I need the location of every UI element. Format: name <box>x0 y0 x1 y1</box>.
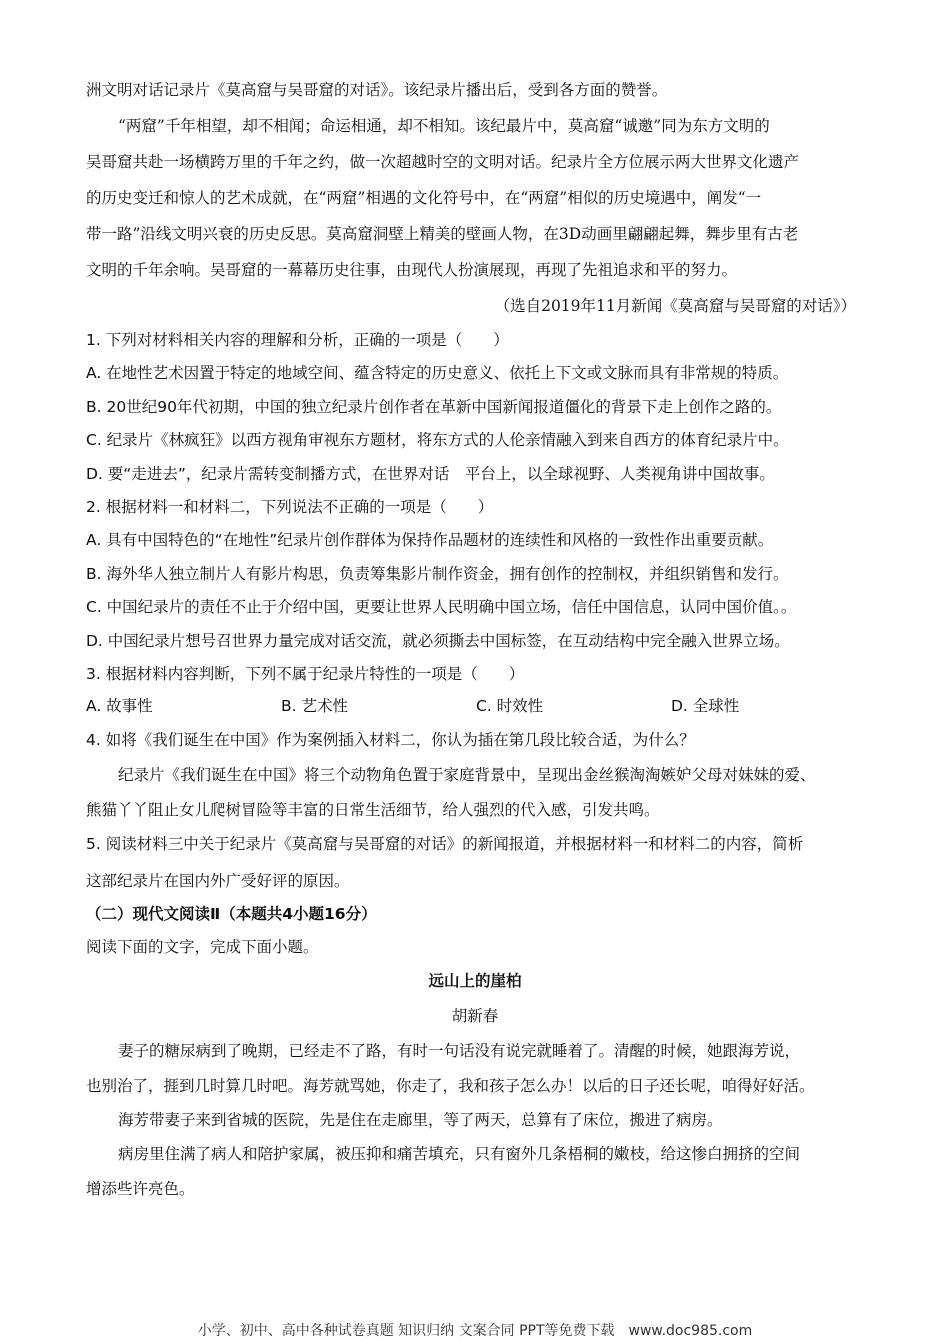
material3-paragraph-line: 带一路”沿线文明兴衰的历史反思。莫高窟洞壁上精美的壁画人物，在3D动画里翩翩起舞，舞步里有古老 <box>86 225 799 243</box>
question-5-stem: 这部纪录片在国内外广受好评的原因。 <box>86 872 350 890</box>
material3-intro-line: 洲文明对话记录片《莫高窟与吴哥窟的对话》。该纪录片播出后，受到各方面的赞誉。 <box>86 81 668 99</box>
section-heading: （二）现代文阅读Ⅱ（本题共4小题16分） <box>86 905 377 923</box>
article-paragraph-line: 病房里住满了病人和陪护家属，被压抑和痛苦填充，只有窗外几条梧桐的嫩枝，给这惨白拥挤的空间 <box>118 1145 801 1163</box>
material3-source: （选自2019年11月新闻《莫高窟与吴哥窟的对话》） <box>494 297 856 315</box>
question-1-option-d: D. 要“走进去”，纪录片需转变制播方式，在世界对话 平台上，以全球视野、人类视角讲中国故事。 <box>86 465 775 483</box>
article-paragraph-line: 海芳带妻子来到省城的医院，先是住在走廊里，等了两天，总算有了床位，搬进了病房。 <box>118 1111 723 1129</box>
question-4-quote-line: 纪录片《我们诞生在中国》将三个动物角色置于家庭背景中，呈现出金丝猴淘淘嫉妒父母对妹妹的爱、 <box>118 766 816 784</box>
material3-paragraph-line: 吴哥窟共赴一场横跨万里的千年之约，做一次超越时空的文明对话。纪录片全方位展示两大世界文化遗产 <box>86 153 800 171</box>
article-paragraph-line: 增添些许亮色。 <box>86 1180 195 1198</box>
question-2-stem: 2. 根据材料一和材料二，下列说法不正确的一项是（ ） <box>86 498 494 516</box>
article-title: 远山上的崖柏 <box>428 971 522 990</box>
question-1-option-b: B. 20世纪90年代初期，中国的独立纪录片创作者在革新中国新闻报道僵化的背景下走上创作之路的。 <box>86 398 782 416</box>
question-2-option-a: A. 具有中国特色的“在地性”纪录片创作群体为保持作品题材的连续性和风格的一致性作出重要贡献。 <box>86 531 774 549</box>
article-author: 胡新春 <box>451 1007 499 1025</box>
question-1-option-c: C. 纪录片《林疯狂》以西方视角审视东方题材，将东方式的人伦亲情融入到来自西方的体育纪录片中。 <box>86 431 789 449</box>
article-paragraph-line: 也别治了，捱到几时算几时吧。海芳就骂她，你走了，我和孩子怎么办！以后的日子还长呢，咱得好好活。 <box>86 1077 815 1095</box>
material3-paragraph-line: 文明的千年余响。吴哥窟的一幕幕历史往事，由现代人扮演展现，再现了先祖追求和平的努力。 <box>86 261 738 279</box>
question-3-option-b: B. 艺术性 <box>281 697 348 715</box>
question-3-option-a: A. 故事性 <box>86 697 153 715</box>
material3-paragraph-line: “两窟”千年相望，却不相闻；命运相通，却不相知。该纪最片中，莫高窟“诚邀”同为东方文明的 <box>118 117 770 135</box>
question-5-stem: 5. 阅读材料三中关于纪录片《莫高窟与吴哥窟的对话》的新闻报道，并根据材料一和材料二的内容，简析 <box>86 835 804 853</box>
section-instruction: 阅读下面的文字，完成下面小题。 <box>86 938 319 956</box>
question-1-option-a: A. 在地性艺术因置于特定的地域空间、蕴含特定的历史意义、依托上下文或文脉而具有非常规的特质。 <box>86 364 789 382</box>
question-4-quote-line: 熊猫丫丫阻止女儿爬树冒险等丰富的日常生活细节，给人强烈的代入感，引发共鸣。 <box>86 801 660 819</box>
question-3-option-c: C. 时效性 <box>476 697 544 715</box>
page-footer: 小学、初中、高中各种试卷真题 知识归纳 文案合同 PPT等免费下载 www.doc985.com <box>197 1323 753 1339</box>
material3-paragraph-line: 的历史变迁和惊人的艺术成就，在“两窟”相遇的文化符号中，在“两窟”相似的历史境遇中，阐发“一 <box>86 189 762 207</box>
question-4-stem: 4. 如将《我们诞生在中国》作为案例插入材料二，你认为插在第几段比较合适，为什么？ <box>86 731 695 749</box>
question-3-option-d: D. 全球性 <box>671 697 740 715</box>
question-3-options <box>86 696 866 716</box>
question-2-option-d: D. 中国纪录片想号召世界力量完成对话交流，就必须撕去中国标签，在互动结构中完全融入世界立场。 <box>86 632 790 650</box>
article-paragraph-line: 妻子的糖尿病到了晚期，已经走不了路，有时一句话没有说完就睡着了。清醒的时候，她跟海芳说， <box>118 1042 801 1060</box>
question-2-option-b: B. 海外华人独立制片人有影片构思，负责筹集影片制作资金，拥有创作的控制权，并组织销售和发行。 <box>86 565 789 583</box>
question-1-stem: 1. 下列对材料相关内容的理解和分析，正确的一项是（ ） <box>86 331 509 349</box>
question-3-stem: 3. 根据材料内容判断，下列不属于纪录片特性的一项是（ ） <box>86 665 525 683</box>
question-2-option-c: C. 中国纪录片的责任不止于介绍中国，更要让世界人民明确中国立场，信任中国信息，认同中国价值。。 <box>86 598 797 616</box>
